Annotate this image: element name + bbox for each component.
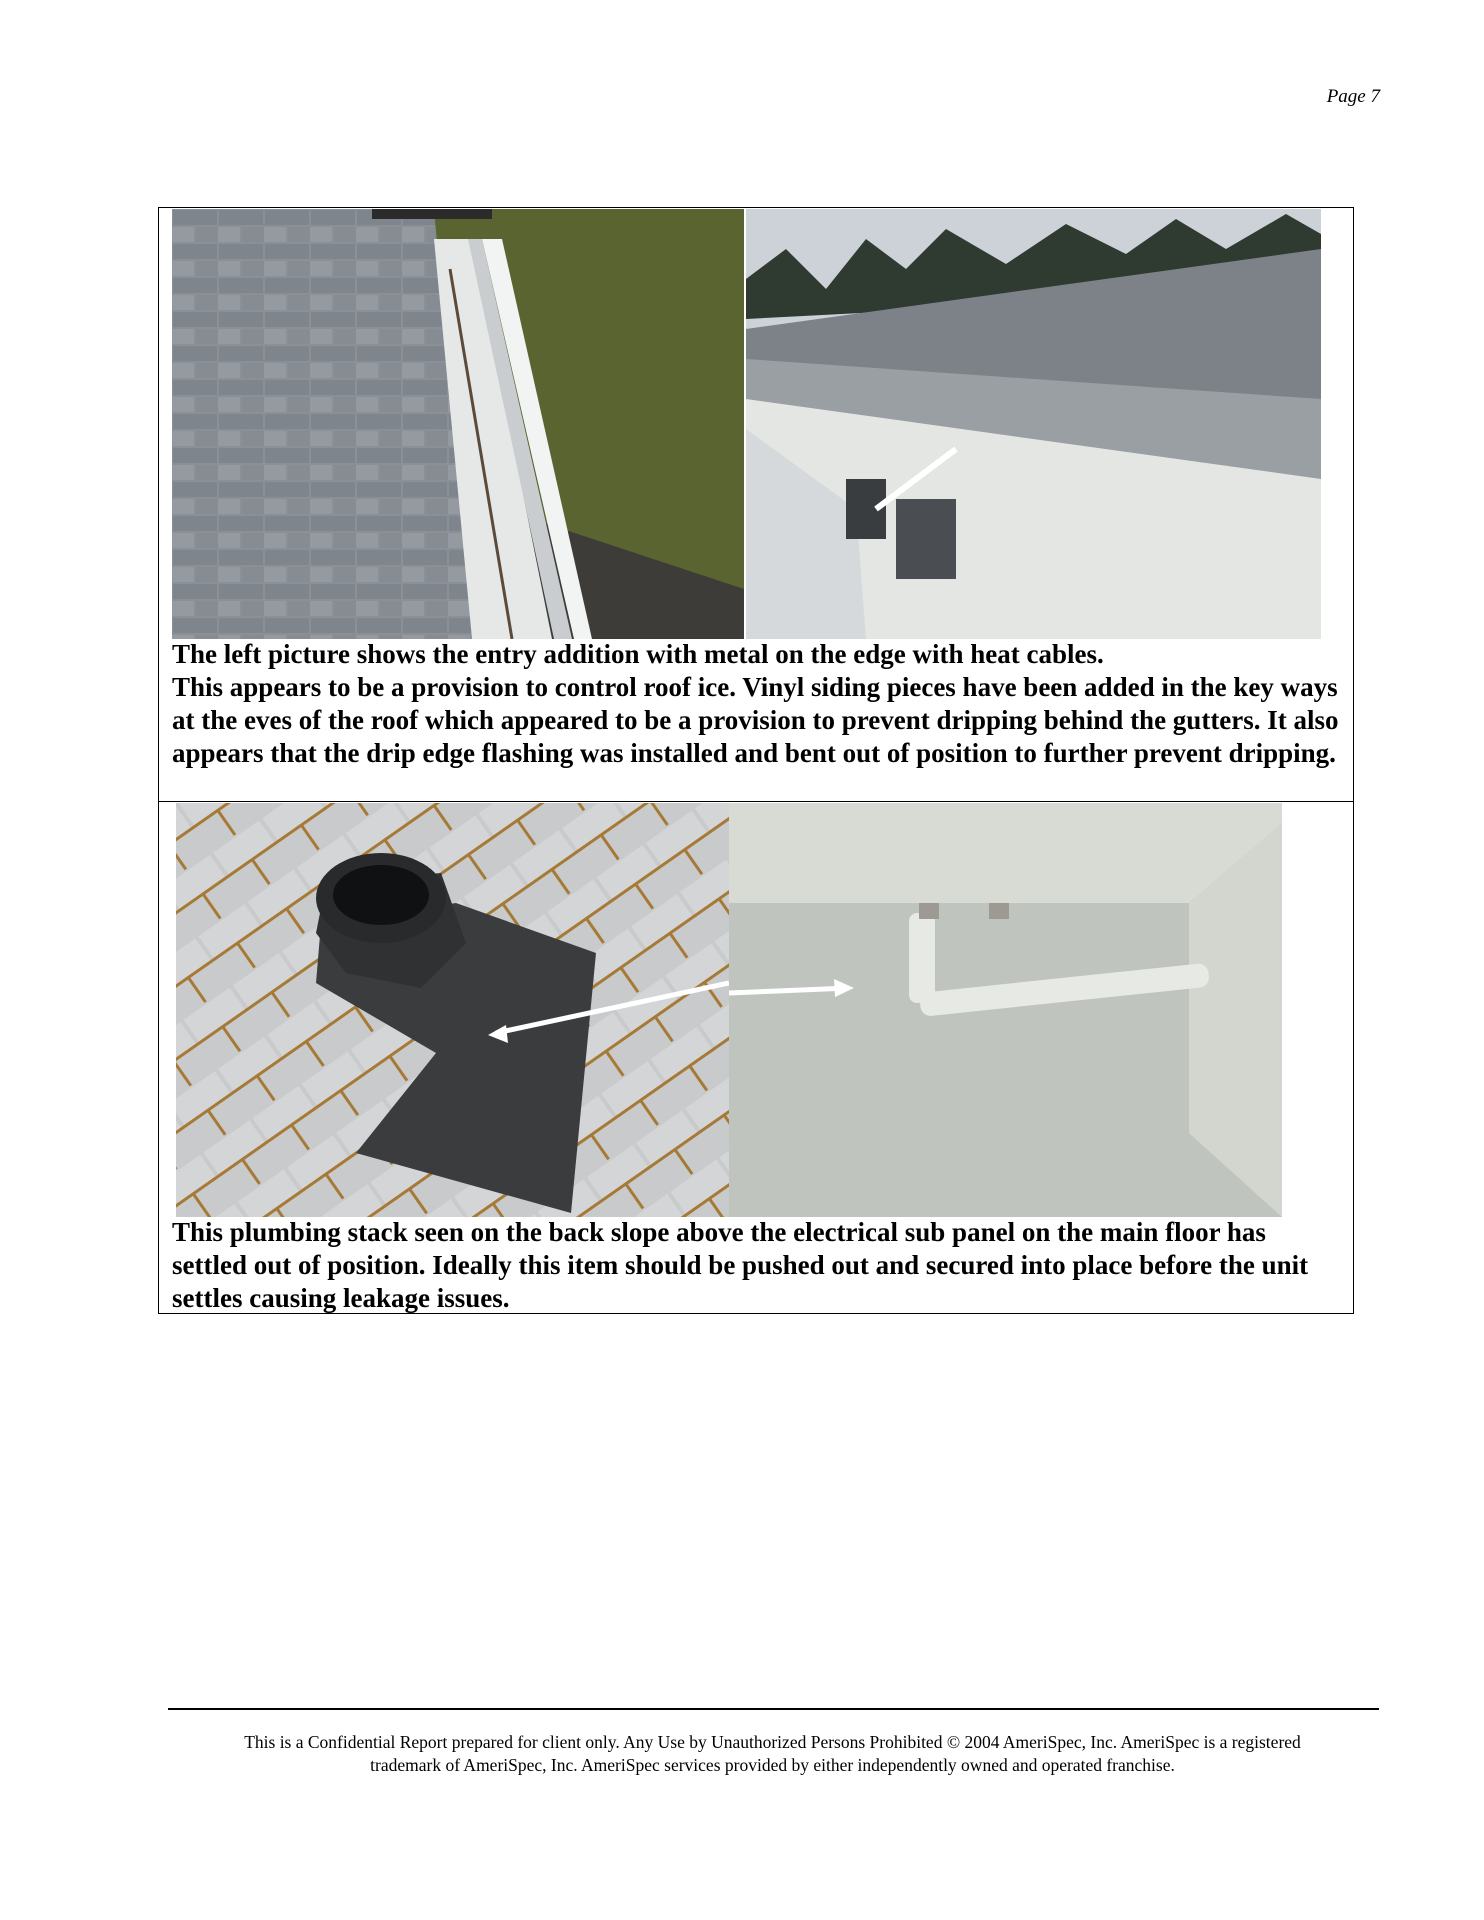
page-number: Page 7: [1326, 86, 1380, 107]
gutter-illustration: [746, 209, 1321, 639]
row-divider: [159, 801, 1353, 802]
caption-entry-addition-title: The left picture shows the entry addition with metal on the edge with heat cables.: [172, 639, 1104, 669]
photo-gutter-vinyl-siding: [746, 209, 1321, 639]
footer-confidential-notice: [170, 1731, 1375, 1777]
footer-line-1: This is a Confidential Report prepared for client only. Any Use by Unauthorized Persons Prohibited © 2004 AmeriSpec, Inc. AmeriSpec is a registered: [244, 1732, 1301, 1752]
footer-rule: [168, 1708, 1379, 1710]
photo-entry-addition-roof-edge: [172, 209, 744, 639]
photo-electrical-sub-panel-pipe: [729, 803, 1282, 1217]
plumbing-stack-illustration: [176, 803, 729, 1217]
sub-panel-illustration: [729, 803, 1282, 1217]
caption-roof-ice-provision: This appears to be a provision to control roof ice. Vinyl siding pieces have been added in the key ways at the eves of the roof which appeared to be a provision to prevent dripping behind the gutters. It also appears that the drip edge flashing was installed and bent out of position to further prevent dripping.: [172, 672, 1339, 768]
footer-line-2: trademark of AmeriSpec, Inc. AmeriSpec services provided by either independently owned and operated franchise.: [370, 1755, 1175, 1775]
caption-plumbing-stack: This plumbing stack seen on the back slope above the electrical sub panel on the main floor has settled out of position. Ideally this item should be pushed out and secured into place before the unit settles causing leakage issues.: [172, 1217, 1309, 1313]
inspection-photo-table: [158, 207, 1354, 1314]
photo-plumbing-stack-roof: [176, 803, 729, 1217]
roof-edge-illustration: [172, 209, 744, 639]
